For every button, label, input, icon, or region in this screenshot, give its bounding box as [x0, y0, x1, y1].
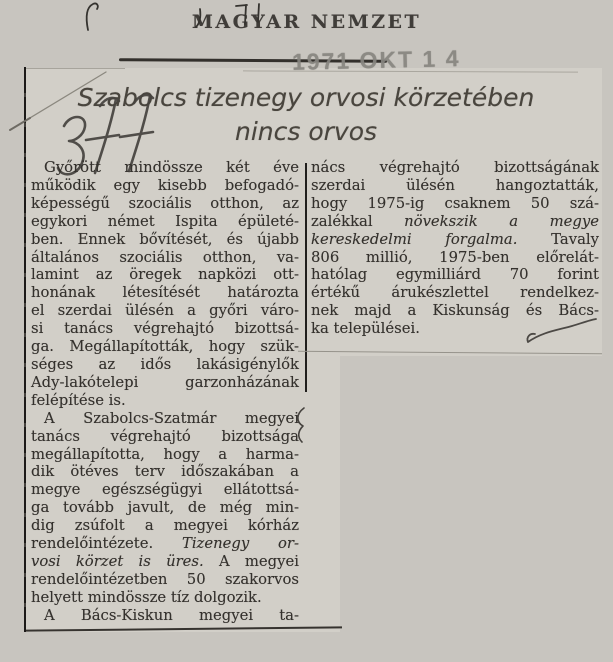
article-text: hogy 1975-ig csaknem 50 szá- — [311, 194, 599, 212]
article-line — [31, 302, 299, 320]
article-line — [31, 320, 299, 338]
article-line — [31, 589, 299, 607]
article-text: lamint az öregek napközi ott- — [31, 266, 299, 284]
article-line — [31, 284, 299, 302]
article-line — [31, 356, 299, 374]
article-line — [31, 177, 299, 195]
article-text: ka települései. — [311, 320, 420, 338]
article-line — [31, 338, 299, 356]
clipping-border-left — [24, 67, 26, 632]
article-text: nács végrehajtó bizottságának — [311, 159, 599, 176]
article-text: A Szabolcs-Szatmár megyei — [44, 409, 299, 427]
article-column-left — [31, 159, 299, 625]
article-line — [31, 607, 299, 625]
article-text: rendelőintézete. — [31, 535, 182, 553]
article-text: nek majd a Kiskunság és Bács- — [311, 302, 599, 320]
article-line — [31, 446, 299, 464]
article-text: Győrött mindössze két éve — [44, 159, 299, 176]
article-line — [31, 553, 299, 571]
article-text-italic: növekszik a megye — [404, 212, 599, 230]
pen-swoosh-mark — [518, 310, 602, 346]
article-line — [31, 374, 299, 392]
article-text: szerdai ülésén hangoztatták, — [311, 176, 599, 194]
article-text: általános szociális otthon, va- — [31, 248, 299, 266]
article-text: ga. Megállapították, hogy szük- — [31, 338, 299, 356]
article-text: el szerdai ülésén a győri váro- — [31, 302, 299, 320]
article-text: egykori német Ispita épületé- — [31, 212, 299, 230]
article-line — [31, 392, 299, 410]
article-line — [31, 410, 299, 428]
article-text: megye egészségügyi ellátottsá- — [31, 481, 299, 499]
article-text: A megyei — [203, 552, 299, 570]
article-text: Tavaly — [517, 230, 599, 248]
article-text: A Bács-Kiskun megyei ta- — [44, 606, 299, 624]
article-text: zalékkal — [311, 212, 405, 230]
article-line — [31, 266, 299, 284]
article-line — [311, 177, 599, 195]
article-text-italic: Tizenegy or- — [181, 535, 299, 553]
article-text: ben. Ennek bővítését, és újabb — [31, 230, 299, 248]
article-text: dig zsúfolt a megyei kórház — [31, 517, 299, 535]
article-line — [31, 159, 299, 177]
article-text: ga tovább javult, de még min- — [31, 499, 299, 517]
article-text: 806 millió, 1975-ben előrelát- — [311, 248, 599, 266]
headline-line-1: Szabolcs tizenegy orvosi körzetében — [77, 83, 535, 112]
article-line — [311, 159, 599, 177]
article-text: helyett mindössze tíz dolgozik. — [31, 588, 262, 606]
publication-title: MAGYAR NEMZET — [191, 11, 422, 33]
article-line — [311, 249, 599, 267]
article-line — [31, 231, 299, 249]
article-line — [31, 535, 299, 553]
article-text-italic: kereskedelmi forgalma. — [311, 230, 518, 248]
headline-line-2: nincs orvos — [234, 117, 378, 146]
article-line — [31, 481, 299, 499]
article-line — [31, 499, 299, 517]
article-text: megállapította, hogy a harma- — [31, 445, 299, 463]
article-text: tanács végrehajtó bizottsága — [31, 427, 299, 445]
article-text: működik egy kisebb befogadó- — [31, 176, 299, 194]
column-divider-rule — [305, 163, 307, 392]
pen-marks-top — [0, 0, 613, 42]
article-line — [31, 571, 299, 589]
article-line — [311, 284, 599, 302]
article-line — [311, 231, 599, 249]
article-text: hatólag egymilliárd 70 forint — [311, 266, 599, 284]
article-text: értékű árukészlettel rendelkez- — [311, 284, 599, 302]
date-stamp: 1971 OKT 1 4 — [291, 45, 461, 75]
article-line — [31, 428, 299, 446]
pen-squiggle-mark — [292, 406, 310, 446]
article-text: rendelőintézetben 50 szakorvos — [31, 570, 299, 588]
article-line — [311, 195, 599, 213]
article-text: képességű szociális otthon, az — [31, 194, 299, 212]
article-text: dik ötéves terv időszakában a — [31, 463, 299, 481]
article-text: si tanács végrehajtó bizottsá- — [31, 320, 299, 338]
article-line — [311, 213, 599, 231]
article-line — [31, 463, 299, 481]
article-text: honának létesítését határozta — [31, 284, 299, 302]
article-text: felépítése is. — [31, 391, 126, 409]
article-text-italic: vosi körzet is üres. — [31, 552, 204, 570]
article-line — [31, 249, 299, 267]
article-line — [31, 517, 299, 535]
article-line — [31, 195, 299, 213]
article-text: séges az idős lakásigénylők — [31, 355, 299, 373]
article-text: Ady-lakótelepi garzonházának — [31, 373, 299, 391]
article-line — [311, 266, 599, 284]
article-line — [31, 213, 299, 231]
